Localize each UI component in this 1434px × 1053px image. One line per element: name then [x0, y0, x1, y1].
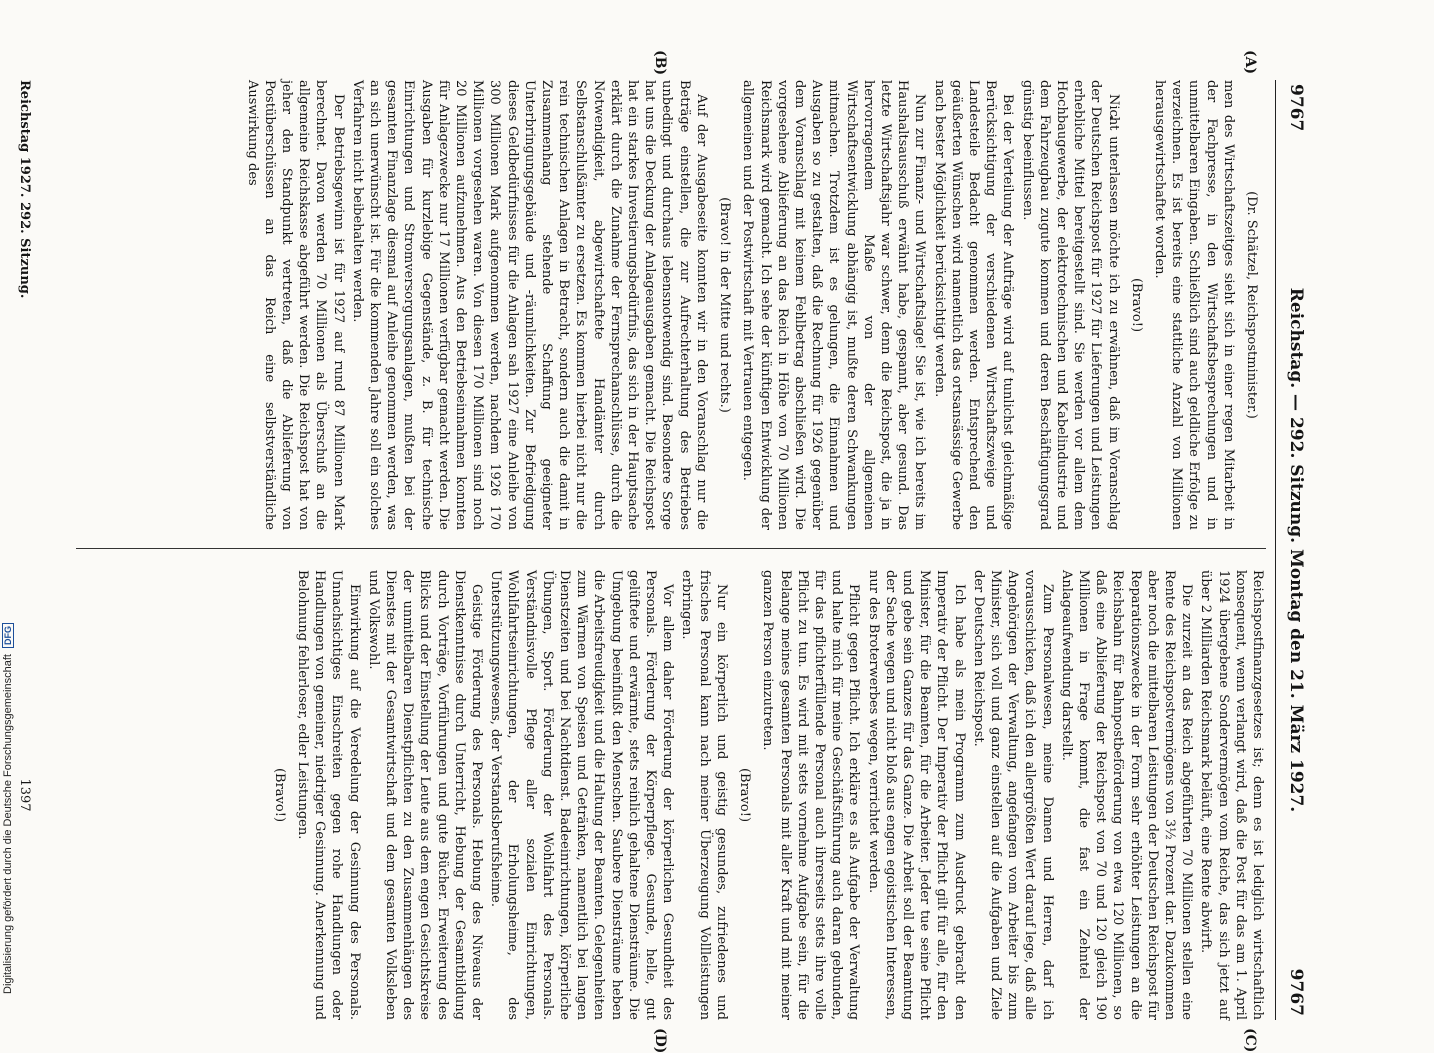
paragraph: Die zurzeit an das Reich abgeführten 70 Millionen stellen eine Rente des Reichspostvermögens von 3½ Prozent dar. Dazukommen aber noch die mittelbaren Leistungen der Deutschen Reichspost für Reparationszwecke in der Form sehr erhöhter Leistungen an die Reichsbahn für Bahnpostbeförderung von etwa 120 Millionen, so daß eine Ablieferung der Reichspost von 70 und 120 gleich 190 Millionen in Frage kommt, die fast ein Zehntel der Anlageaufwendung darstellt.: [1058, 570, 1195, 1020]
page-number-left: 9767: [1286, 84, 1306, 132]
paragraph: Nun zur Finanz- und Wirtschaftslage! Sie ist, wie ich bereits im Haushaltsausschuß erwähnt habe, gespannt, aber gesund. Das letzte Wirtschaftsjahr war schwer, denn die Reichspost, die ja in hervorragendem Maße von der allgemeinen Wirtschaftsentwicklung abhängig ist, mußte deren Schwankungen mitmachen. Trotzdem ist es gelungen, die Einnahmen und Ausgaben so zu gestalten, daß die Rechnung für 1926 gegenüber dem Voranschlag mit keinem Fehlbetrag abschließen wird. Die vorgesehene Ablieferung an das Reich in Höhe von 70 Millionen Reichsmark wird gemacht. Ich sehe der künftigen Entwicklung der allgemeinen und der Postwirtschaft mit Vertrauen entgegen.: [740, 80, 928, 530]
speaker-line: (Dr. Schätzel, Reichspostminister.): [1244, 191, 1259, 419]
left-column: [56, 80, 1266, 530]
paragraph: Pflicht gegen Pflicht. Ich erkläre es als Aufgabe der Verwaltung und halte mich für meine Geschäftsführung auch daran gebunden, für das pflichterfüllende Personal auch ihrerseits stets ihre volle Pflicht zu tun. Es wird mit stets vornehme Aufgabe sein, für die Belange meines gesamten Personals mit aller Kraft und mit meiner ganzen Person einzutreten.: [760, 570, 862, 1020]
margin-marker-b: (B): [652, 50, 668, 76]
paragraph: Nicht unterlassen möchte ich zu erwähnen, daß im Voranschlag der Deutschen Reichspost für 1927 für Lieferungen und Leistungen erhebliche Mittel bereitgestellt sind. Sie werden vor allem dem Hochbaugewerbe, der elektrotechnischen und Kabelindustrie und dem Fahrzeugbau zugute kommen und deren Beschäftigungsgrad günstig beeinflussen.: [1019, 80, 1121, 530]
header-title: Reichstag. — 292. Sitzung. Montag den 21. März 1927.: [1286, 287, 1306, 813]
applause-note: (Bravo! in der Mitte und rechts.): [717, 197, 733, 413]
paragraph: men des Wirtschaftszeitges sieht sich in einer regen Mitarbeit in der Fachpresse, in den Wirtschaftsbesprechungen und in unmittelbaren Eingaben. Schließlich sind auch geldliche Erfolge zu verzeichnen. Es ist bereits eine stattliche Anzahl von Millionen herausgewirtschaftet worden.: [1151, 80, 1236, 530]
paragraph: Einwirkung auf die Veredelung der Gesinnung des Personals. Unnachsichtiges Einschreiten gegen rohe Handlungen oder Handlungen von gemeiner, niedriger Gesinnung. Anerkennung und Belohnung fehlerloser, edler Leistungen.: [295, 570, 362, 1020]
paragraph: Zum Personalwesen, meine Damen und Herren, darf ich vorausschicken, daß ich den allergrößten Wert darauf lege, daß alle Angehörigen der Verwaltung, angefangen vom Arbeiter bis zum Minister, sich voll und ganz einstellen auf die Aufgaben und Ziele der Deutschen Reichspost.: [970, 570, 1055, 1020]
paragraph: Auf der Ausgabeseite konnten wir in den Voranschlag nur die Beträge einstellen, die zur Aufrechterhaltung des Betriebes unbedingt und durchaus lebensnotwendig sind. Besondere Sorge hat uns die Deckung der Anlageausgaben gemacht. Die Reichspost hat ein starkes Investierungsbedürfnis, das sich in der Hauptsache erklärt durch die Zunahme der Fernsprechanschlüsse, durch die Notwendigkeit, abgewirtschaftete Handämter durch Selbstanschlußämter zu ersetzen. Es kommen hierbei nicht nur die rein technischen Anlagen in Betracht, sondern auch die damit in Zusammenhang stehende Schaffung geeigneter Unterbringungsgebäude und -räumlichkeiten. Zur Befriedigung dieses Geldbedürfnisses für die Anlagen sah 1927 eine Anleihe von 300 Millionen Mark aufgenommen werden, nachdem 1926 170 Millionen vorgesehen waren. Von diesen 170 Millionen sind noch 20 Millionen aufzunehmen. Aus den Betriebseinnahmen konnten für Anlagezwecke nur 17 Millionen verfügbar gemacht werden. Die Ausgaben für kurzlebige Gegenstände, z. B. für technische Einrichtungen und Stromversorgungsanlagen, mußten bei der gesamten Finanzlage diesmal auf Anleihe genommen werden, was an sich unerwünscht ist. Für die kommenden Jahre soll ein solches Verfahren nicht beibehalten werden.: [349, 80, 709, 530]
footer-session-line: Reichstag 1927. 292. Sitzung.: [17, 80, 32, 299]
paragraph: Ich habe als mein Programm zum Ausdruck gebracht den Imperativ der Pflicht. Der Imperativ der Pflicht gilt für alle, für den Minister, für die Beamten, für die Arbeiter. Jeder tue seine Pflicht und gebe sein Ganzes für das Ganze. Die Arbeit soll der Beamtung der Sache wegen und nicht bloß aus engen egoistischen Interessen, nur des Broterwerbes wegen, verrichtet werden.: [865, 570, 967, 1020]
footer-sheet-number: 1397: [17, 778, 32, 812]
digitization-credit-strip: [0, 0, 20, 1000]
right-column: [56, 570, 1266, 1020]
dfg-logo: DFG: [2, 623, 14, 648]
margin-marker-c: (C): [1242, 1028, 1258, 1053]
applause-note: (Bravo!): [737, 767, 753, 823]
applause-note: (Bravo!): [1128, 277, 1144, 333]
page-number-right: 9767: [1286, 968, 1306, 1016]
paragraph: Der Betriebsgewinn ist für 1927 auf rund 87 Millionen Mark berechnet. Davon werden 70 Millionen als Überschuß an die allgemeine Reichskasse abgeführt werden. Die Reichspost hat von jeher den Standpunkt vertreten, daß die Ablieferung von Postüberschüssen an das Reich eine selbstverständliche Auswirkung des: [244, 80, 346, 530]
margin-marker-a: (A): [1242, 50, 1258, 75]
paragraph: Nur ein körperlich und geistig gesundes, zufriedenes und frisches Personal kann nach meiner Überzeugung Vollleistungen erbringen.: [679, 570, 729, 1020]
page-header: [1275, 80, 1312, 1020]
digitization-credit-text: Digitalisierung gefördert durch die Deutsche Forschungsgemeinschaft: [2, 654, 14, 994]
digitization-credit: [2, 623, 14, 994]
paragraph: Vor allem daher Förderung der körperlichen Gesundheit des Personals. Förderung der Körperpflege. Gesunde, helle, gut gelüftete und erwärmte, stets reinlich gehaltene Diensträume. Die Umgebung beeinflußt den Menschen. Saubere Diensträume heben die Arbeitsfreudigkeit und die Haltung der Beamten. Gelegenheiten zum Wärmen von Speisen und Getränken, namentlich bei langen Dienstzeiten und bei Nachtdienst. Badeeinrichtungen, körperliche Übungen, Sport. Förderung der Wohlfahrt des Personals. Verständnisvolle Pflege aller sozialen Einrichtungen, Wohlfahrtseinrichtungen, der Erholungsheime, des Unterstützungswesens, der Verstandsberufsheime.: [488, 570, 676, 1020]
applause-note: (Bravo!): [271, 767, 287, 823]
rotated-document-page: [0, 50, 1312, 1053]
paragraph: Reichspostfinanzgesetzes ist; denn es ist lediglich wirtschaftlich konsequent, wenn verlangt wird, daß die Post für das am 1. April 1924 übergebene Sondervermögen vom Reiche, das sich jetzt auf über 2 Milliarden Reichsmark beläuft, eine Rente abwirft.: [1198, 570, 1265, 1020]
column-divider: [76, 548, 1266, 549]
margin-marker-d: (D): [652, 1028, 668, 1053]
paragraph: Geistige Förderung des Personals. Hebung des Niveaus der Dienstkenntnisse durch Unterricht, Hebung der Gesamtbildung durch Vorträge, Vorführungen und gute Bücher. Erweiterung des Blicks und der Einstellung der Leute aus dem engen Gesichtskreise der unmittelbaren Dienstpflichten zu den Zusammenhängen des Dienstes mit der Gesamtwirtschaft und dem gesamten Volksleben und Volkswohl.: [365, 570, 485, 1020]
paragraph: Bei der Verteilung der Aufträge wird auf tunlichst gleichmäßige Berücksichtigung der verschiedenen Wirtschaftszweige und Landesteile Bedacht genommen werden. Entsprechend den geäußerten Wünschen wird namentlich das ortsansässige Gewerbe nach bester Möglichkeit berücksichtigt werden.: [931, 80, 1016, 530]
